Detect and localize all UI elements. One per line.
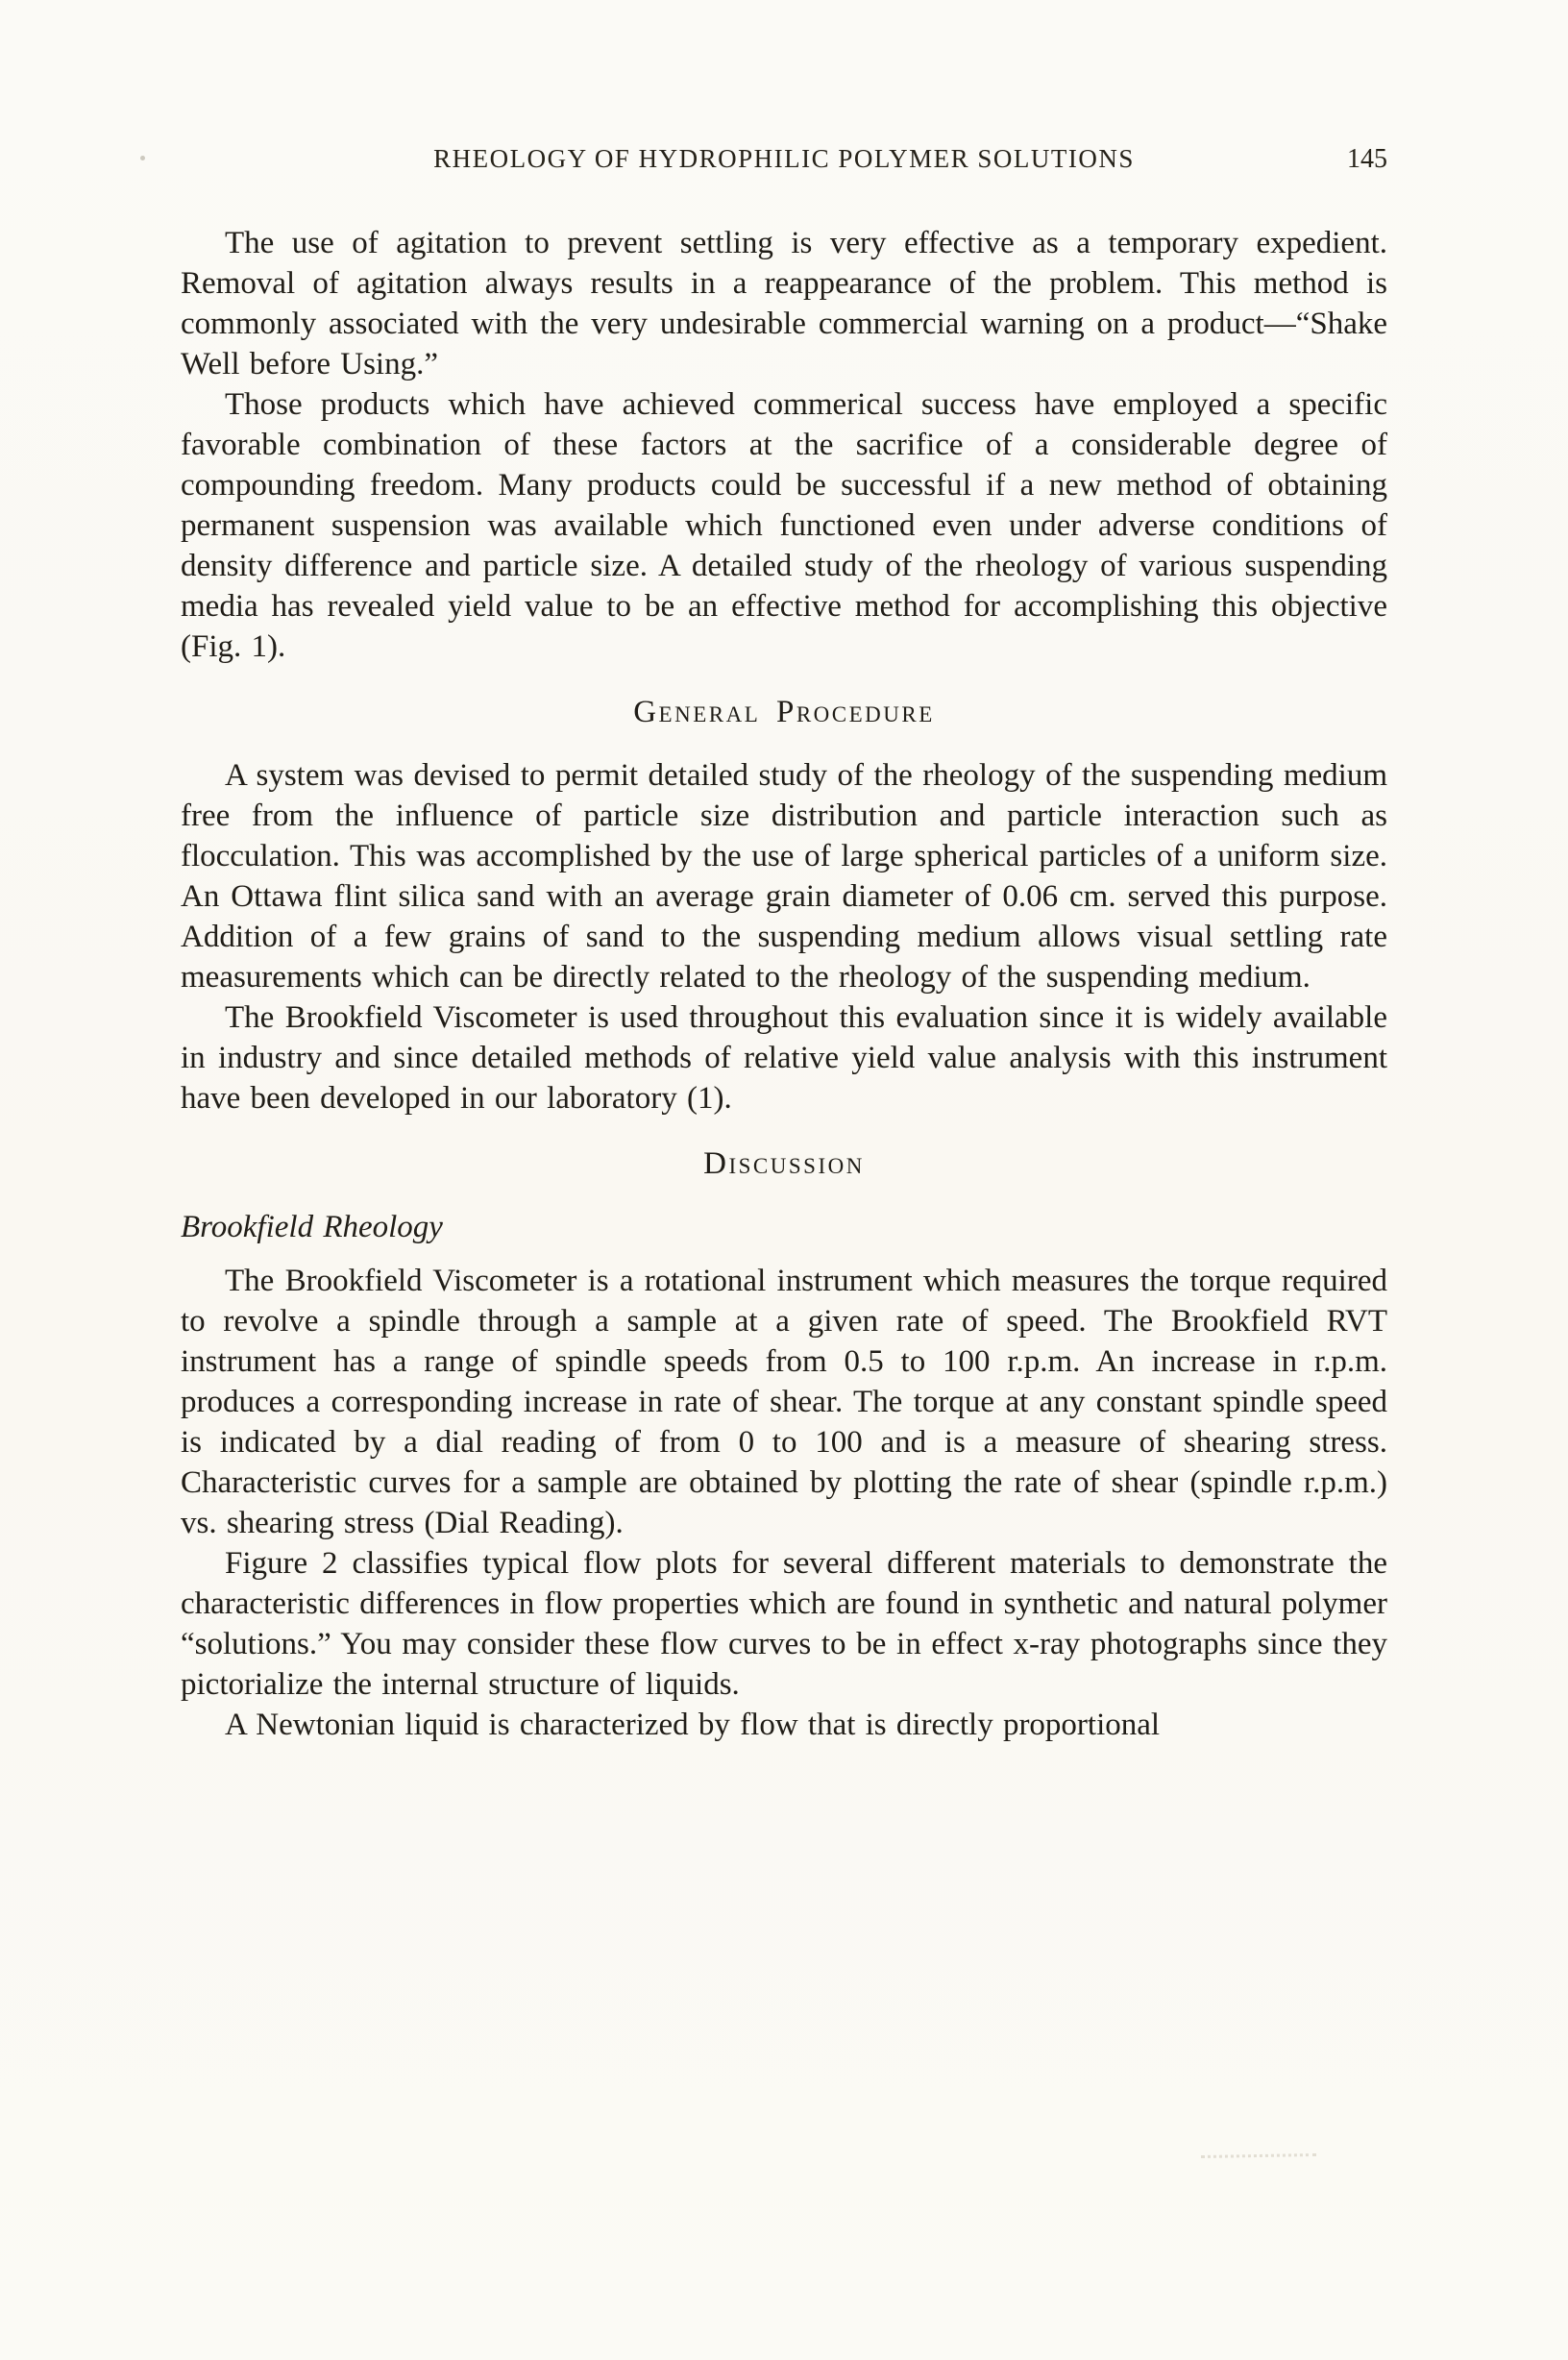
scan-artifact-smudge [1201, 2153, 1316, 2164]
paragraph-brookfield-instrument: The Brookfield Viscometer is a rotational instrument which measures the torque required to revolve a spindle through a sample at a given rate of speed. The Brookfield RVT instrument has a range of spindle speeds from 0.5 to 100 r.p.m. An increase in r.p.m. produces a corresponding increase in rate of shear. The torque at any constant spindle speed is indicated by a dial reading of from 0 to 100 and is a measure of shearing stress. Characteristic curves for a sample are obtained by plotting the rate of shear (spindle r.p.m.) vs. shearing stress (Dial Reading). [181, 1264, 1387, 1540]
body-text [181, 223, 1387, 1745]
section-heading-general-procedure: General Procedure [633, 695, 935, 729]
subheading-brookfield-rheology: Brookfield Rheology [181, 1210, 443, 1244]
page-number: 145 [1347, 144, 1387, 174]
paragraph-system: A system was devised to permit detailed study of the rheology of the suspending medium free from the influence of particle size distribution and particle interaction such as flocculation. This was accomplished by the use of large spherical particles of a uniform size. An Ottawa flint silica sand with an average grain diameter of 0.06 cm. served this purpose. Addition of a few grains of sand to the suspending medium allows visual settling rate measurements which can be directly related to the rheology of the suspending medium. [181, 758, 1387, 995]
paragraph-products: Those products which have achieved commerical success have employed a specific favorable combination of these factors at the sacrifice of a considerable degree of compounding freedom. Many products could be successful if a new method of obtaining permanent suspension was available which functioned even under adverse conditions of density difference and particle size. A detailed study of the rheology of various suspending media has revealed yield value to be an effective method for accomplishing this objective (Fig. 1). [181, 387, 1387, 664]
running-header-title: RHEOLOGY OF HYDROPHILIC POLYMER SOLUTIONS [433, 144, 1135, 173]
section-heading-discussion: Discussion [703, 1146, 865, 1181]
paragraph-brookfield-used: The Brookfield Viscometer is used throughout this evaluation since it is widely available in industry and since detailed methods of relative yield value analysis with this instrument have been developed in our laboratory (1). [181, 1000, 1387, 1116]
paragraph-figure2: Figure 2 classifies typical flow plots for several different materials to demonstrate the characteristic differences in flow properties which are found in synthetic and natural polymer “solutions.” You may consider these flow curves to be in effect x-ray photographs since they pictorialize the internal structure of liquids. [181, 1546, 1387, 1702]
scan-artifact-dot [140, 156, 145, 160]
running-header [181, 144, 1387, 183]
paragraph-agitation: The use of agitation to prevent settling is very effective as a temporary expedient. Removal of agitation always results in a reappearance of the problem. This method is commonly associated with the very undesirable commercial warning on a product—“Shake Well before Using.” [181, 226, 1387, 381]
paragraph-newtonian: A Newtonian liquid is characterized by flow that is directly proportional [225, 1708, 1161, 1742]
